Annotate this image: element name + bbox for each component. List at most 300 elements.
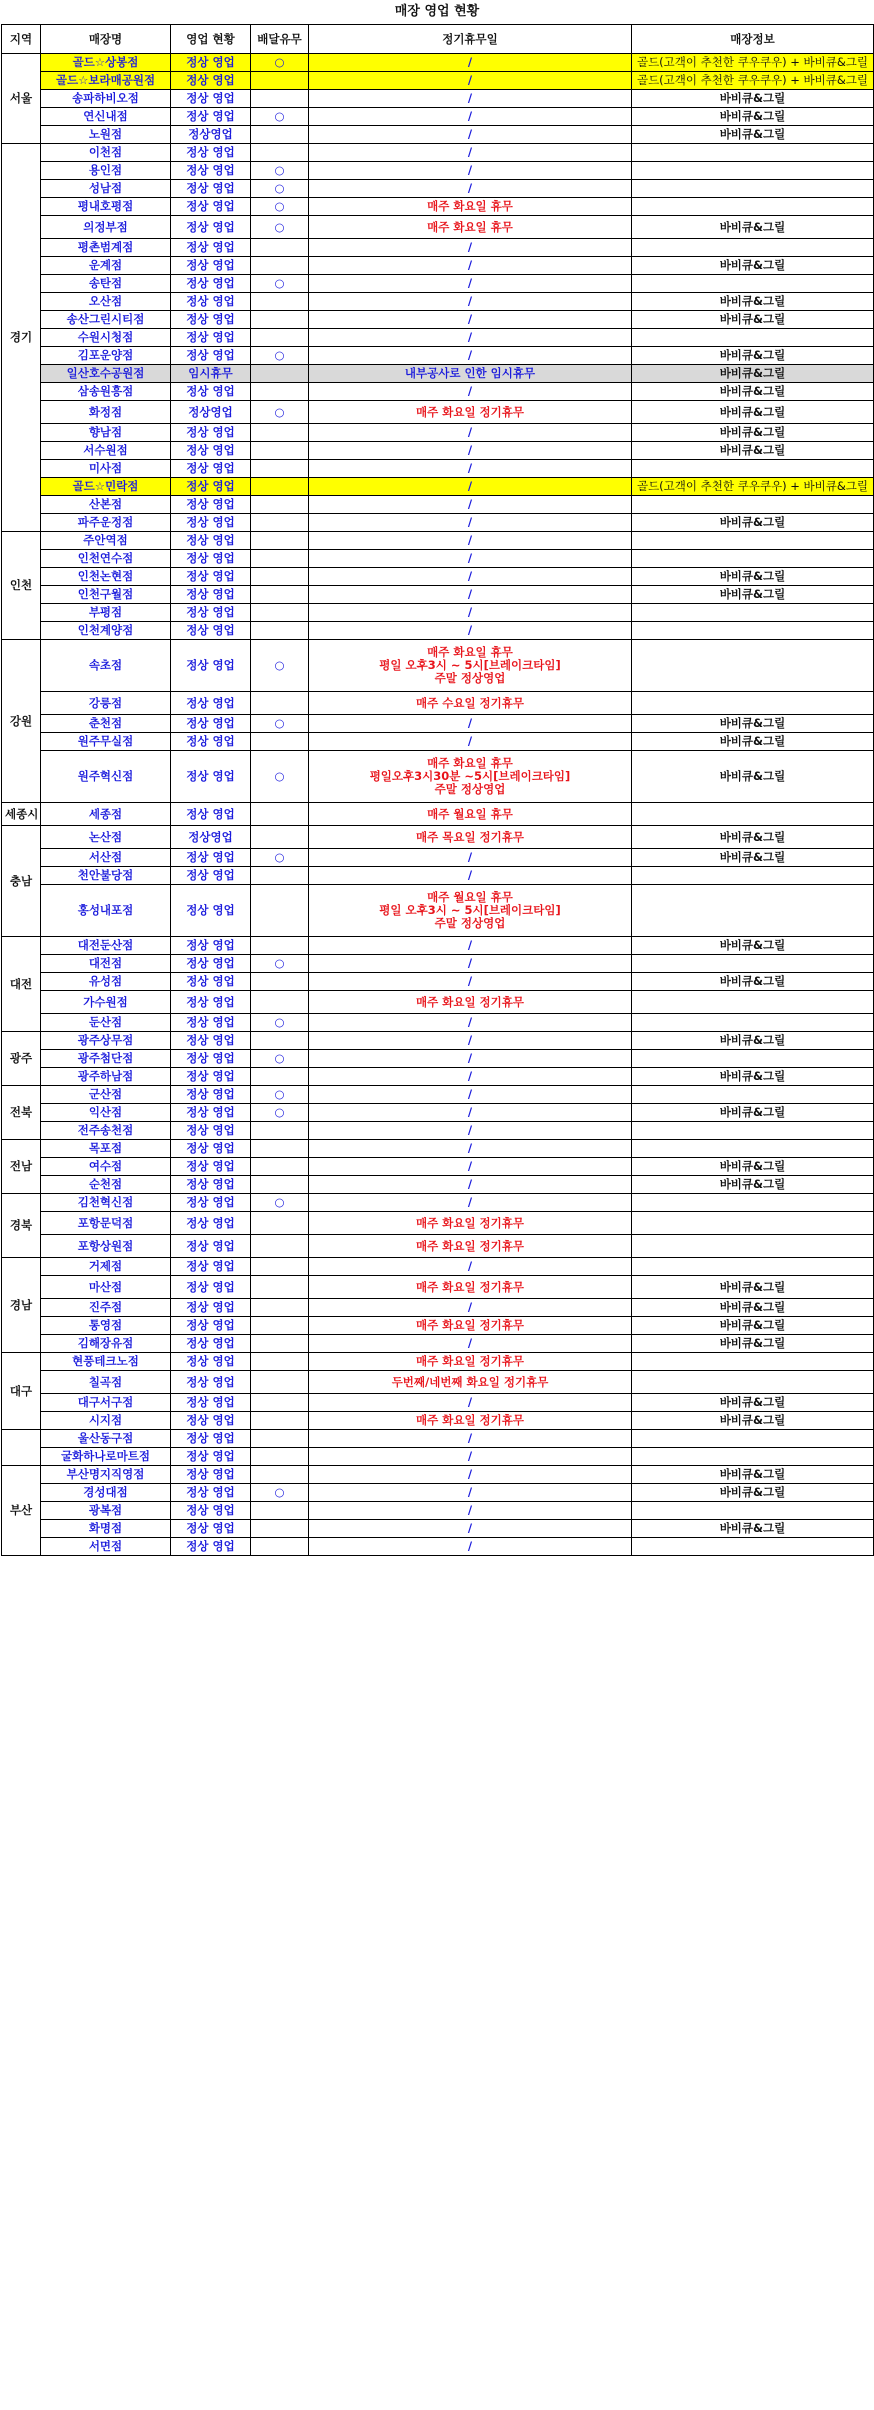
store-name: 송파하비오점 — [41, 90, 171, 108]
delivery-cell — [251, 1032, 309, 1050]
table-row — [2, 383, 874, 401]
store-name: 인천구월점 — [41, 586, 171, 604]
store-name: 수원시청점 — [41, 329, 171, 347]
holiday-cell — [309, 1394, 632, 1412]
store-info — [632, 1430, 874, 1448]
holiday-text: 평일 오후3시 ~ 5시[브레이크타임] — [379, 658, 561, 672]
store-status: 정상 영업 — [171, 849, 251, 867]
table-row — [2, 550, 874, 568]
holiday-cell — [309, 1122, 632, 1140]
store-status: 정상 영업 — [171, 1299, 251, 1317]
delivery-cell — [251, 144, 309, 162]
region-cell: 강원 — [2, 640, 41, 803]
store-name: 인천연수점 — [41, 550, 171, 568]
holiday-cell — [309, 1538, 632, 1556]
delivery-circle-icon: ○ — [274, 716, 285, 730]
holiday-text: 매주 화요일 휴무 — [427, 756, 513, 770]
holiday-text: 매주 화요일 휴무 — [427, 645, 513, 659]
delivery-cell — [251, 1299, 309, 1317]
store-status: 정상 영업 — [171, 973, 251, 991]
store-info: 바비큐&그릴 — [632, 1520, 874, 1538]
holiday-text: / — [467, 587, 473, 601]
store-name: 포항상원점 — [41, 1235, 171, 1258]
holiday-text: / — [467, 956, 473, 970]
delivery-cell — [251, 54, 309, 72]
store-info — [632, 1448, 874, 1466]
delivery-cell — [251, 1104, 309, 1122]
store-name: 주안역점 — [41, 532, 171, 550]
store-info — [632, 180, 874, 198]
store-name: 김천혁신점 — [41, 1194, 171, 1212]
holiday-text: / — [467, 294, 473, 308]
table-row — [2, 973, 874, 991]
table-row — [2, 1299, 874, 1317]
store-name: 여수점 — [41, 1158, 171, 1176]
store-name: 군산점 — [41, 1086, 171, 1104]
delivery-cell — [251, 826, 309, 849]
store-name: 용인점 — [41, 162, 171, 180]
delivery-cell — [251, 849, 309, 867]
delivery-cell — [251, 803, 309, 826]
holiday-text: / — [467, 91, 473, 105]
store-info: 바비큐&그릴 — [632, 1176, 874, 1194]
store-info: 바비큐&그릴 — [632, 401, 874, 424]
store-name: 골드☆민락점 — [41, 478, 171, 496]
delivery-cell — [251, 568, 309, 586]
holiday-text: / — [467, 868, 473, 882]
table-row — [2, 803, 874, 826]
holiday-cell — [309, 1520, 632, 1538]
holiday-cell — [309, 424, 632, 442]
delivery-cell — [251, 622, 309, 640]
store-info: 바비큐&그릴 — [632, 715, 874, 733]
store-name: 세종점 — [41, 803, 171, 826]
store-status: 정상 영업 — [171, 1371, 251, 1394]
store-name: 대구서구점 — [41, 1394, 171, 1412]
store-status: 정상 영업 — [171, 180, 251, 198]
delivery-cell — [251, 401, 309, 424]
store-status: 정상 영업 — [171, 1317, 251, 1335]
holiday-cell — [309, 460, 632, 478]
table-row — [2, 733, 874, 751]
store-status: 정상 영업 — [171, 1502, 251, 1520]
table-row — [2, 849, 874, 867]
store-name: 논산점 — [41, 826, 171, 849]
table-row — [2, 1371, 874, 1394]
store-info — [632, 532, 874, 550]
store-status: 정상 영업 — [171, 1520, 251, 1538]
holiday-text: / — [467, 348, 473, 362]
table-row — [2, 126, 874, 144]
holiday-text: / — [467, 1467, 473, 1481]
delivery-cell — [251, 180, 309, 198]
holiday-cell — [309, 568, 632, 586]
store-info — [632, 1086, 874, 1104]
delivery-cell — [251, 162, 309, 180]
store-info — [632, 867, 874, 885]
delivery-cell — [251, 1212, 309, 1235]
store-name: 원주무실점 — [41, 733, 171, 751]
store-info — [632, 692, 874, 715]
holiday-text: / — [467, 734, 473, 748]
store-name: 산본점 — [41, 496, 171, 514]
store-name: 춘천점 — [41, 715, 171, 733]
table-row — [2, 1014, 874, 1032]
holiday-text: 평일 오후3시 ~ 5시[브레이크타임] — [379, 903, 561, 917]
store-name: 천안불당점 — [41, 867, 171, 885]
delivery-cell — [251, 751, 309, 803]
holiday-text: / — [467, 1521, 473, 1535]
delivery-circle-icon: ○ — [274, 1195, 285, 1209]
store-name: 화명점 — [41, 1520, 171, 1538]
table-row — [2, 1122, 874, 1140]
table-row — [2, 239, 874, 257]
delivery-cell — [251, 383, 309, 401]
table-row — [2, 586, 874, 604]
delivery-cell — [251, 1371, 309, 1394]
region-cell: 세종시 — [2, 803, 41, 826]
delivery-cell — [251, 692, 309, 715]
table-row — [2, 1520, 874, 1538]
store-name: 서산점 — [41, 849, 171, 867]
store-status: 정상 영업 — [171, 532, 251, 550]
store-name: 운계점 — [41, 257, 171, 275]
table-row — [2, 198, 874, 216]
holiday-cell — [309, 640, 632, 692]
store-info — [632, 1122, 874, 1140]
store-info — [632, 550, 874, 568]
table-row — [2, 216, 874, 239]
delivery-cell — [251, 1484, 309, 1502]
store-info: 바비큐&그릴 — [632, 1335, 874, 1353]
store-info — [632, 162, 874, 180]
store-status: 정상 영업 — [171, 955, 251, 973]
store-status: 정상영업 — [171, 126, 251, 144]
holiday-cell — [309, 604, 632, 622]
holiday-cell — [309, 1032, 632, 1050]
holiday-text: / — [467, 1087, 473, 1101]
store-info — [632, 460, 874, 478]
table-row — [2, 1212, 874, 1235]
table-row — [2, 568, 874, 586]
region-cell: 경남 — [2, 1258, 41, 1353]
store-status: 정상 영업 — [171, 424, 251, 442]
store-name: 울산동구점 — [41, 1430, 171, 1448]
holiday-text: 주말 정상영업 — [434, 782, 506, 796]
holiday-text: / — [467, 716, 473, 730]
store-name: 시지점 — [41, 1412, 171, 1430]
holiday-cell — [309, 1448, 632, 1466]
holiday-cell — [309, 1430, 632, 1448]
region-cell: 경기 — [2, 144, 41, 532]
store-name: 유성점 — [41, 973, 171, 991]
table-row — [2, 1276, 874, 1299]
table-row — [2, 1484, 874, 1502]
delivery-circle-icon: ○ — [274, 404, 285, 419]
delivery-circle-icon: ○ — [274, 1015, 285, 1029]
holiday-cell — [309, 692, 632, 715]
store-name: 일산호수공원점 — [41, 365, 171, 383]
table-row — [2, 1502, 874, 1520]
table-row — [2, 955, 874, 973]
page-title: 매장 영업 현황 — [394, 4, 480, 19]
holiday-cell — [309, 514, 632, 532]
table-row — [2, 347, 874, 365]
delivery-cell — [251, 1430, 309, 1448]
table-row — [2, 108, 874, 126]
store-name: 성남점 — [41, 180, 171, 198]
table-row — [2, 1335, 874, 1353]
holiday-text: / — [467, 1336, 473, 1350]
delivery-circle-icon: ○ — [274, 1087, 285, 1101]
store-info: 바비큐&그릴 — [632, 90, 874, 108]
delivery-cell — [251, 329, 309, 347]
store-info: 바비큐&그릴 — [632, 1158, 874, 1176]
store-name: 미사점 — [41, 460, 171, 478]
store-info: 바비큐&그릴 — [632, 347, 874, 365]
table-row — [2, 867, 874, 885]
holiday-cell — [309, 586, 632, 604]
store-info — [632, 1194, 874, 1212]
holiday-cell — [309, 1276, 632, 1299]
holiday-text: / — [467, 1069, 473, 1083]
holiday-cell — [309, 550, 632, 568]
delivery-cell — [251, 1394, 309, 1412]
holiday-cell — [309, 365, 632, 383]
delivery-cell — [251, 1448, 309, 1466]
store-info: 바비큐&그릴 — [632, 311, 874, 329]
holiday-cell — [309, 1412, 632, 1430]
store-info: 바비큐&그릴 — [632, 1032, 874, 1050]
delivery-circle-icon: ○ — [274, 55, 285, 69]
store-name: 인천논현점 — [41, 568, 171, 586]
store-info — [632, 1212, 874, 1235]
store-status: 정상 영업 — [171, 733, 251, 751]
store-info — [632, 1235, 874, 1258]
holiday-text: / — [467, 461, 473, 475]
holiday-cell — [309, 885, 632, 937]
store-name: 광주첨단점 — [41, 1050, 171, 1068]
delivery-cell — [251, 1412, 309, 1430]
table-row — [2, 1430, 874, 1448]
delivery-cell — [251, 640, 309, 692]
store-status: 임시휴무 — [171, 365, 251, 383]
holiday-text: 매주 화요일 정기휴무 — [416, 994, 524, 1009]
store-name: 둔산점 — [41, 1014, 171, 1032]
store-status: 정상 영업 — [171, 514, 251, 532]
store-info: 바비큐&그릴 — [632, 383, 874, 401]
store-name: 김해장유점 — [41, 1335, 171, 1353]
store-info: 바비큐&그릴 — [632, 586, 874, 604]
table-row — [2, 514, 874, 532]
store-info: 바비큐&그릴 — [632, 257, 874, 275]
holiday-text: / — [467, 163, 473, 177]
store-name: 인천계양점 — [41, 622, 171, 640]
delivery-cell — [251, 1353, 309, 1371]
store-status: 정상 영업 — [171, 1484, 251, 1502]
region-cell: 대구 — [2, 1353, 41, 1430]
holiday-text: / — [467, 551, 473, 565]
holiday-cell — [309, 1050, 632, 1068]
store-name: 진주점 — [41, 1299, 171, 1317]
holiday-text: / — [467, 443, 473, 457]
holiday-text: / — [467, 1485, 473, 1499]
delivery-circle-icon: ○ — [274, 769, 285, 783]
store-status: 정상 영업 — [171, 692, 251, 715]
holiday-cell — [309, 198, 632, 216]
holiday-text: / — [467, 330, 473, 344]
store-status: 정상 영업 — [171, 1412, 251, 1430]
holiday-text: / — [467, 384, 473, 398]
holiday-cell — [309, 90, 632, 108]
store-name: 평내호평점 — [41, 198, 171, 216]
store-info — [632, 622, 874, 640]
region-cell: 경북 — [2, 1194, 41, 1258]
header-region: 지역 — [2, 25, 41, 54]
delivery-cell — [251, 885, 309, 937]
holiday-text: / — [467, 1259, 473, 1273]
table-row — [2, 54, 874, 72]
holiday-text: / — [467, 1431, 473, 1445]
table-row — [2, 1538, 874, 1556]
store-status: 정상 영업 — [171, 90, 251, 108]
store-status: 정상 영업 — [171, 991, 251, 1014]
store-status: 정상 영업 — [171, 257, 251, 275]
holiday-cell — [309, 1158, 632, 1176]
store-status: 정상 영업 — [171, 1104, 251, 1122]
table-row — [2, 460, 874, 478]
store-status: 정상 영업 — [171, 1448, 251, 1466]
delivery-circle-icon: ○ — [274, 163, 285, 177]
holiday-text: / — [467, 109, 473, 123]
holiday-text: / — [467, 533, 473, 547]
store-status: 정상 영업 — [171, 586, 251, 604]
table-row — [2, 991, 874, 1014]
table-row — [2, 180, 874, 198]
holiday-cell — [309, 849, 632, 867]
store-status: 정상 영업 — [171, 1235, 251, 1258]
store-info: 바비큐&그릴 — [632, 1068, 874, 1086]
table-row — [2, 1086, 874, 1104]
holiday-cell — [309, 803, 632, 826]
table-row — [2, 293, 874, 311]
holiday-text: / — [467, 1449, 473, 1463]
holiday-cell — [309, 239, 632, 257]
table-row — [2, 329, 874, 347]
holiday-text: / — [467, 938, 473, 952]
table-row — [2, 1194, 874, 1212]
store-status: 정상 영업 — [171, 604, 251, 622]
delivery-cell — [251, 937, 309, 955]
store-status: 정상 영업 — [171, 1194, 251, 1212]
store-info: 바비큐&그릴 — [632, 733, 874, 751]
header-store-info: 매장정보 — [632, 25, 874, 54]
store-info: 바비큐&그릴 — [632, 108, 874, 126]
delivery-cell — [251, 1014, 309, 1032]
table-row — [2, 826, 874, 849]
holiday-text: / — [467, 1141, 473, 1155]
store-status: 정상 영업 — [171, 751, 251, 803]
store-status: 정상 영업 — [171, 1430, 251, 1448]
delivery-circle-icon: ○ — [274, 276, 285, 290]
store-name: 부평점 — [41, 604, 171, 622]
delivery-cell — [251, 126, 309, 144]
table-row — [2, 1353, 874, 1371]
store-status: 정상 영업 — [171, 216, 251, 239]
store-info: 바비큐&그릴 — [632, 216, 874, 239]
holiday-text: / — [467, 974, 473, 988]
store-name: 부산명지직영점 — [41, 1466, 171, 1484]
holiday-cell — [309, 108, 632, 126]
store-status: 정상 영업 — [171, 54, 251, 72]
delivery-cell — [251, 442, 309, 460]
table-row — [2, 1104, 874, 1122]
store-info: 바비큐&그릴 — [632, 751, 874, 803]
table-row — [2, 937, 874, 955]
table-row — [2, 640, 874, 692]
delivery-cell — [251, 460, 309, 478]
store-name: 의정부점 — [41, 216, 171, 239]
table-row — [2, 162, 874, 180]
store-info: 바비큐&그릴 — [632, 442, 874, 460]
holiday-cell — [309, 733, 632, 751]
store-name: 파주운정점 — [41, 514, 171, 532]
holiday-text: 매주 화요일 정기휴무 — [416, 1318, 524, 1332]
delivery-cell — [251, 293, 309, 311]
holiday-text: 주말 정상영업 — [434, 671, 506, 685]
region-cell: 전북 — [2, 1086, 41, 1140]
holiday-text: 주말 정상영업 — [434, 916, 506, 930]
store-name: 연신내점 — [41, 108, 171, 126]
holiday-cell — [309, 1068, 632, 1086]
store-status: 정상 영업 — [171, 1276, 251, 1299]
holiday-cell — [309, 144, 632, 162]
store-name: 삼송원흥점 — [41, 383, 171, 401]
holiday-text: / — [467, 1395, 473, 1409]
holiday-text: / — [467, 515, 473, 529]
table-row — [2, 1258, 874, 1276]
delivery-cell — [251, 1176, 309, 1194]
store-name: 굴화하나로마트점 — [41, 1448, 171, 1466]
store-status: 정상 영업 — [171, 1212, 251, 1235]
table-row — [2, 1068, 874, 1086]
store-name: 김포운양점 — [41, 347, 171, 365]
store-name: 광복점 — [41, 1502, 171, 1520]
table-row — [2, 1050, 874, 1068]
delivery-cell — [251, 1235, 309, 1258]
store-status: 정상 영업 — [171, 1538, 251, 1556]
delivery-circle-icon: ○ — [274, 199, 285, 213]
store-info — [632, 1014, 874, 1032]
holiday-cell — [309, 1371, 632, 1394]
holiday-text: / — [467, 605, 473, 619]
store-name: 순천점 — [41, 1176, 171, 1194]
store-name: 오산점 — [41, 293, 171, 311]
store-name: 송탄점 — [41, 275, 171, 293]
holiday-cell — [309, 72, 632, 90]
store-status: 정상 영업 — [171, 1086, 251, 1104]
store-info — [632, 640, 874, 692]
delivery-cell — [251, 1068, 309, 1086]
holiday-cell — [309, 54, 632, 72]
holiday-cell — [309, 293, 632, 311]
store-name: 현풍테크노점 — [41, 1353, 171, 1371]
table-row — [2, 751, 874, 803]
table-row — [2, 275, 874, 293]
holiday-cell — [309, 1466, 632, 1484]
header-store-name: 매장명 — [41, 25, 171, 54]
store-status: 정상 영업 — [171, 1176, 251, 1194]
